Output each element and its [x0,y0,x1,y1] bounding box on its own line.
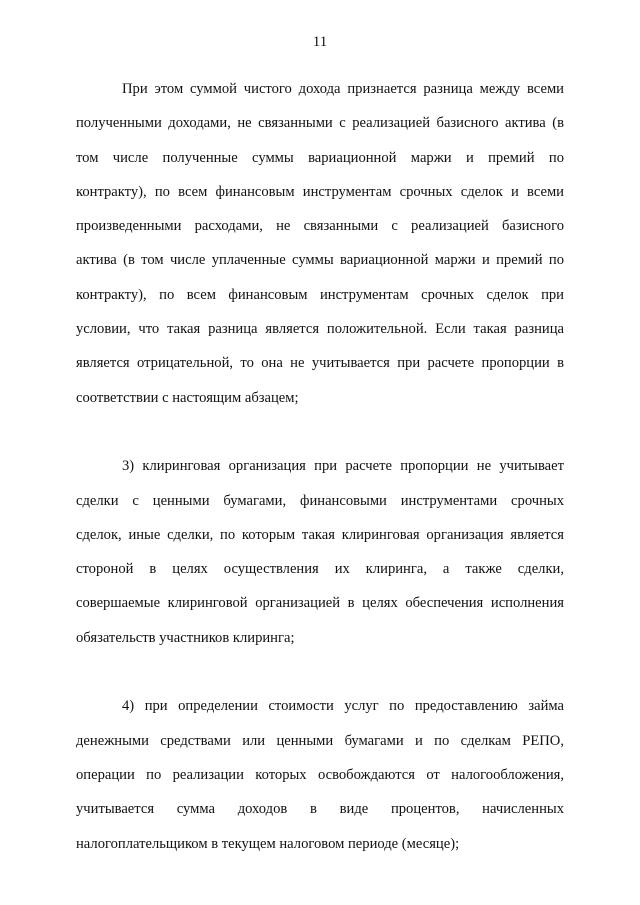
text-line: денежными средствами или ценными бумагами и по сделкам РЕПО, [76,732,564,749]
text-line: совершаемые клиринговой организацией в целях обеспечения исполнения [76,595,564,612]
text-line: сделок, иные сделки, по которым такая клиринговая организация является [76,526,564,543]
text-line: произведенными расходами, не связанными с реализацией базисного [76,218,564,235]
paragraph-spacer [76,655,564,689]
paragraph-item-3 [76,449,564,655]
text-line: стороной в целях осуществления их клиринга, а также сделки, [76,561,564,578]
text-line: контракту), по всем финансовым инструментам срочных сделок и всеми [76,183,564,200]
document-body [76,72,564,861]
text-line: сделки с ценными бумагами, финансовыми инструментами срочных [76,492,564,509]
text-line: операции по реализации которых освобождаются от налогообложения, [76,766,564,783]
paragraph-item-4 [76,689,564,860]
text-line: учитывается сумма доходов в виде процентов, начисленных [76,801,564,818]
paragraph-spacer [76,415,564,449]
text-line: При этом суммой чистого дохода признается разница между всеми [122,81,564,97]
text-line: контракту), по всем финансовым инструментам срочных сделок при [76,286,564,303]
text-line: том числе полученные суммы вариационной маржи и премий по [76,149,564,166]
text-line: полученными доходами, не связанными с реализацией базисного актива (в [76,115,564,132]
paragraph-net-income [76,72,564,415]
text-line: обязательств участников клиринга; [76,629,295,646]
text-line: налогоплательщиком в текущем налоговом периоде (месяце); [76,835,460,852]
page-number: 11 [312,34,328,50]
text-line: является отрицательной, то она не учитывается при расчете пропорции в [76,355,564,372]
text-line: 4) при определении стоимости услуг по предоставлению займа [122,698,564,715]
text-line: условии, что такая разница является положительной. Если такая разница [76,321,564,338]
text-line: 3) клиринговая организация при расчете пропорции не учитывает [122,458,564,475]
text-line: актива (в том числе уплаченные суммы вариационной маржи и премий по [76,252,564,269]
text-line: соответствии с настоящим абзацем; [76,389,299,406]
